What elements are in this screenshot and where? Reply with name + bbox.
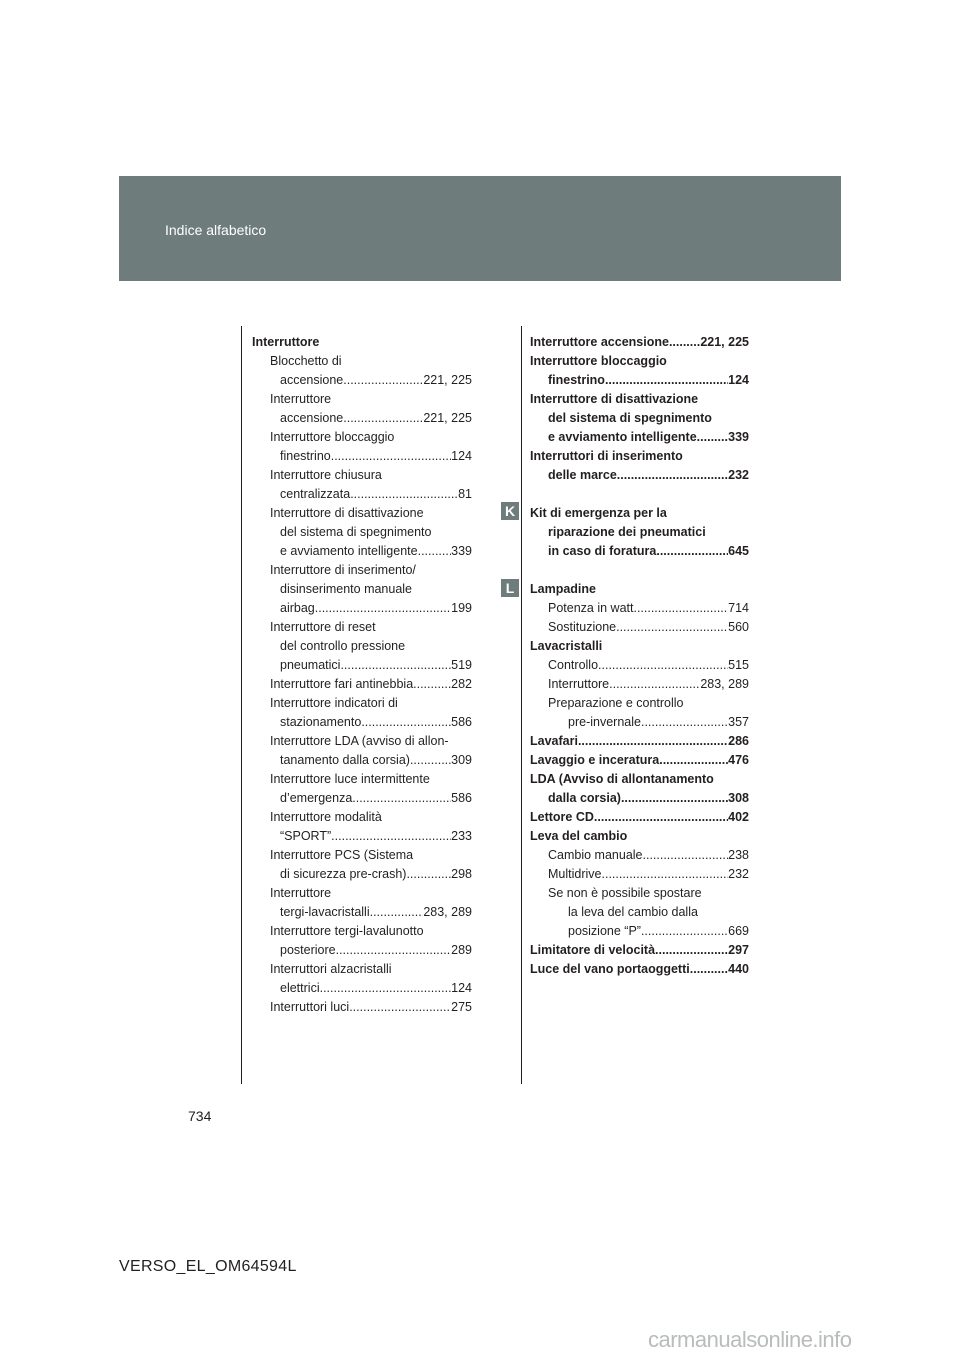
entry-text: del sistema di spegnimento [280, 525, 432, 539]
page-reference[interactable]: 669 [728, 924, 749, 938]
entry-text: LDA (Avviso di allontanamento [530, 772, 714, 786]
index-entry[interactable] [530, 333, 749, 352]
entry-text: Sostituzione [548, 620, 617, 634]
entry-text: Lavacristalli [530, 639, 603, 653]
entry-text: pre-invernale [568, 715, 641, 729]
dot-leader [370, 903, 424, 922]
entry-text: Interruttori alzacristalli [270, 962, 392, 976]
page-reference[interactable]: 586 [451, 791, 472, 805]
page-reference[interactable]: 221, 225 [423, 373, 472, 387]
dot-leader [315, 599, 451, 618]
index-entry[interactable] [252, 998, 472, 1017]
dot-leader [331, 827, 451, 846]
dot-leader [669, 333, 700, 352]
index-heading [252, 637, 472, 656]
index-entry[interactable] [530, 542, 749, 561]
index-entry[interactable] [530, 732, 749, 751]
page-reference[interactable]: 402 [728, 810, 749, 824]
dot-leader [406, 865, 451, 884]
dot-leader [352, 789, 451, 808]
entry-text: Controllo [548, 658, 599, 672]
dot-leader [349, 998, 451, 1017]
index-group-i [530, 333, 749, 485]
index-heading [530, 884, 749, 903]
entry-text: Interruttore di reset [270, 620, 376, 634]
index-entry[interactable] [252, 371, 472, 390]
entry-text: Luce del vano portaoggetti [530, 962, 690, 976]
entry-text: Limitatore di velocità [530, 943, 656, 957]
index-entry[interactable] [252, 713, 472, 732]
entry-text: e avviamento intelligente [280, 544, 418, 558]
index-column-right [530, 333, 749, 979]
dot-leader [616, 618, 728, 637]
dot-leader [336, 941, 452, 960]
entry-text: Leva del cambio [530, 829, 628, 843]
index-entry[interactable] [530, 618, 749, 637]
index-heading [252, 561, 472, 580]
page-reference[interactable]: 357 [728, 715, 749, 729]
entry-text: airbag [280, 601, 315, 615]
page-reference[interactable]: 515 [728, 658, 749, 672]
index-entry[interactable] [252, 979, 472, 998]
page-reference[interactable]: 309 [451, 753, 472, 767]
entry-text: riparazione dei pneumatici [548, 525, 706, 539]
dot-leader [621, 789, 728, 808]
dot-leader [643, 846, 729, 865]
page-reference[interactable]: 282 [451, 677, 472, 691]
entry-text: Blocchetto di [270, 354, 342, 368]
entry-text: Cambio manuale [548, 848, 643, 862]
entry-text: pneumatici [280, 658, 341, 672]
entry-text: d’emergenza [280, 791, 353, 805]
page-reference[interactable]: 221, 225 [423, 411, 472, 425]
entry-text: e avviamento intelligente [548, 430, 697, 444]
page-reference[interactable]: 124 [451, 981, 472, 995]
index-entry[interactable] [252, 865, 472, 884]
page-reference[interactable]: 232 [728, 468, 749, 482]
page-reference[interactable]: 283, 289 [700, 677, 749, 691]
index-heading [530, 504, 749, 523]
index-entry[interactable] [252, 827, 472, 846]
index-entry[interactable] [530, 428, 749, 447]
page-reference[interactable]: 283, 289 [423, 905, 472, 919]
index-heading [252, 352, 472, 371]
entry-text: Interruttori di inserimento [530, 449, 683, 463]
index-heading [252, 390, 472, 409]
dot-leader [340, 656, 451, 675]
index-entry[interactable] [530, 789, 749, 808]
page-reference[interactable]: 714 [728, 601, 749, 615]
index-heading [252, 694, 472, 713]
entry-text: tanamento dalla corsia) [280, 753, 410, 767]
index-entry[interactable] [252, 789, 472, 808]
entry-text: “SPORT” [280, 829, 332, 843]
page-reference[interactable]: 297 [728, 943, 749, 957]
entry-text: Interruttore fari antinebbia [270, 677, 414, 691]
dot-leader [578, 732, 728, 751]
entry-text: Interruttore bloccaggio [270, 430, 395, 444]
entry-text: Interruttore [270, 392, 332, 406]
index-entry[interactable] [530, 865, 749, 884]
page-reference[interactable]: 289 [451, 943, 472, 957]
entry-text: Interruttore indicatori di [270, 696, 398, 710]
index-heading [252, 504, 472, 523]
group-spacer [530, 485, 749, 504]
index-heading [530, 409, 749, 428]
index-heading [252, 333, 472, 352]
page-reference[interactable]: 440 [728, 962, 749, 976]
index-heading [530, 523, 749, 542]
entry-text: Kit di emergenza per la [530, 506, 667, 520]
entry-text: Interruttore accensione [530, 335, 669, 349]
entry-text: Interruttore modalità [270, 810, 382, 824]
dot-leader [690, 960, 728, 979]
index-heading [252, 523, 472, 542]
index-heading [252, 922, 472, 941]
page-reference[interactable]: 645 [728, 544, 749, 558]
entry-text: Multidrive [548, 867, 602, 881]
page-reference[interactable]: 560 [728, 620, 749, 634]
index-heading [252, 846, 472, 865]
index-heading [530, 694, 749, 713]
page-reference[interactable]: 298 [451, 867, 472, 881]
index-heading [530, 770, 749, 789]
entry-text: la leva del cambio dalla [568, 905, 698, 919]
index-heading [530, 447, 749, 466]
entry-text: Lavafari [530, 734, 578, 748]
dot-leader [617, 466, 728, 485]
page-reference[interactable]: 476 [728, 753, 749, 767]
dot-leader [594, 808, 728, 827]
page-reference[interactable]: 124 [451, 449, 472, 463]
chapter-header-bar [119, 176, 841, 281]
dot-leader [641, 713, 728, 732]
index-entry[interactable] [252, 903, 472, 922]
index-heading [252, 428, 472, 447]
page-reference[interactable]: 586 [451, 715, 472, 729]
dot-leader [602, 865, 729, 884]
dot-leader [410, 751, 451, 770]
index-heading [530, 637, 749, 656]
entry-text: Interruttori luci [270, 1000, 350, 1014]
dot-leader [697, 428, 728, 447]
section-tab-l[interactable]: L [501, 579, 519, 597]
dot-leader [605, 371, 728, 390]
dot-leader [350, 485, 458, 504]
entry-text: stazionamento [280, 715, 362, 729]
page-reference[interactable]: 238 [728, 848, 749, 862]
dot-leader [633, 599, 728, 618]
index-entry[interactable] [530, 808, 749, 827]
entry-text: in caso di foratura [548, 544, 657, 558]
dot-leader [343, 409, 423, 428]
index-entry[interactable] [252, 542, 472, 561]
dot-leader [343, 371, 423, 390]
dot-leader [331, 447, 451, 466]
index-entry[interactable] [530, 713, 749, 732]
entry-text: del sistema di spegnimento [548, 411, 712, 425]
index-entry[interactable] [252, 447, 472, 466]
page-reference[interactable]: 339 [451, 544, 472, 558]
entry-text: tergi-lavacristalli [280, 905, 370, 919]
entry-text: Interruttore LDA (avviso di allon- [270, 734, 449, 748]
entry-text: Potenza in watt [548, 601, 634, 615]
index-entry[interactable] [252, 751, 472, 770]
index-group-l [530, 580, 749, 979]
index-entry[interactable] [530, 599, 749, 618]
index-heading [252, 884, 472, 903]
dot-leader [655, 941, 728, 960]
entry-text: elettrici [280, 981, 320, 995]
dot-leader [641, 922, 728, 941]
index-column-left [252, 333, 472, 1017]
entry-text: accensione [280, 411, 344, 425]
entry-text: disinserimento manuale [280, 582, 413, 596]
index-entry[interactable] [252, 485, 472, 504]
entry-text: finestrino [548, 373, 605, 387]
entry-text: di sicurezza pre-crash) [280, 867, 407, 881]
watermark: carmanualsonline.info [648, 1327, 852, 1352]
index-entry[interactable] [252, 941, 472, 960]
column-rule-right [521, 326, 522, 1084]
index-entry[interactable] [252, 675, 472, 694]
entry-text: finestrino [280, 449, 331, 463]
index-entry[interactable] [252, 409, 472, 428]
section-tab-k[interactable]: K [501, 502, 519, 520]
entry-text: Interruttore [548, 677, 610, 691]
group-spacer [530, 561, 749, 580]
entry-text: Interruttore bloccaggio [530, 354, 667, 368]
entry-text: Interruttore [252, 335, 320, 349]
dot-leader [361, 713, 451, 732]
index-heading [252, 960, 472, 979]
page-reference[interactable]: 339 [728, 430, 749, 444]
entry-text: Lampadine [530, 582, 596, 596]
dot-leader [413, 675, 451, 694]
dot-leader [609, 675, 700, 694]
entry-text: centralizzata [280, 487, 351, 501]
index-entry[interactable] [530, 922, 749, 941]
index-heading [252, 808, 472, 827]
page-reference[interactable]: 519 [451, 658, 472, 672]
entry-text: dalla corsia) [548, 791, 621, 805]
index-entry[interactable] [530, 466, 749, 485]
page-number: 734 [188, 1108, 212, 1124]
index-group-k [530, 504, 749, 561]
chapter-title: Indice alfabetico [165, 222, 267, 238]
index-entry[interactable] [530, 675, 749, 694]
page-reference[interactable]: 199 [451, 601, 472, 615]
entry-text: Interruttore PCS (Sistema [270, 848, 414, 862]
index-entry[interactable] [252, 599, 472, 618]
entry-text: Interruttore di disattivazione [270, 506, 424, 520]
entry-text: posteriore [280, 943, 336, 957]
dot-leader [418, 542, 452, 561]
entry-text: Interruttore di disattivazione [530, 392, 699, 406]
index-heading [252, 770, 472, 789]
index-heading [530, 827, 749, 846]
index-entry[interactable] [252, 656, 472, 675]
entry-text: Interruttore chiusura [270, 468, 382, 482]
index-entry[interactable] [530, 846, 749, 865]
index-entry[interactable] [530, 751, 749, 770]
dot-leader [659, 751, 728, 770]
entry-text: Preparazione e controllo [548, 696, 684, 710]
index-heading [252, 580, 472, 599]
index-heading [252, 466, 472, 485]
index-heading [530, 390, 749, 409]
entry-text: Lettore CD [530, 810, 594, 824]
document-code: VERSO_EL_OM64594L [119, 1258, 297, 1275]
index-heading [530, 352, 749, 371]
entry-text: Interruttore di inserimento/ [270, 563, 416, 577]
page-reference[interactable]: 221, 225 [700, 335, 749, 349]
index-entry[interactable] [530, 371, 749, 390]
entry-text: del controllo pressione [280, 639, 406, 653]
index-entry[interactable] [530, 656, 749, 675]
index-heading [252, 618, 472, 637]
index-heading [252, 732, 472, 751]
page-reference[interactable]: 233 [451, 829, 472, 843]
entry-text: Interruttore luce intermittente [270, 772, 430, 786]
dot-leader [598, 656, 728, 675]
entry-text: Interruttore tergi-lavalunotto [270, 924, 424, 938]
page-reference[interactable]: 232 [728, 867, 749, 881]
page-reference[interactable]: 308 [728, 791, 749, 805]
index-entry[interactable] [530, 941, 749, 960]
index-heading [530, 580, 749, 599]
dot-leader [656, 542, 728, 561]
index-heading [530, 903, 749, 922]
entry-text: Se non è possibile spostare [548, 886, 702, 900]
entry-text: delle marce [548, 468, 617, 482]
entry-text: accensione [280, 373, 344, 387]
page-reference[interactable]: 286 [728, 734, 749, 748]
entry-text: Lavaggio e inceratura [530, 753, 660, 767]
dot-leader [320, 979, 452, 998]
entry-text: posizione “P” [568, 924, 641, 938]
column-rule-left [241, 326, 242, 1084]
page-reference[interactable]: 81 [458, 487, 472, 501]
index-entry[interactable] [530, 960, 749, 979]
page-reference[interactable]: 275 [451, 1000, 472, 1014]
entry-text: Interruttore [270, 886, 332, 900]
page-reference[interactable]: 124 [728, 373, 749, 387]
